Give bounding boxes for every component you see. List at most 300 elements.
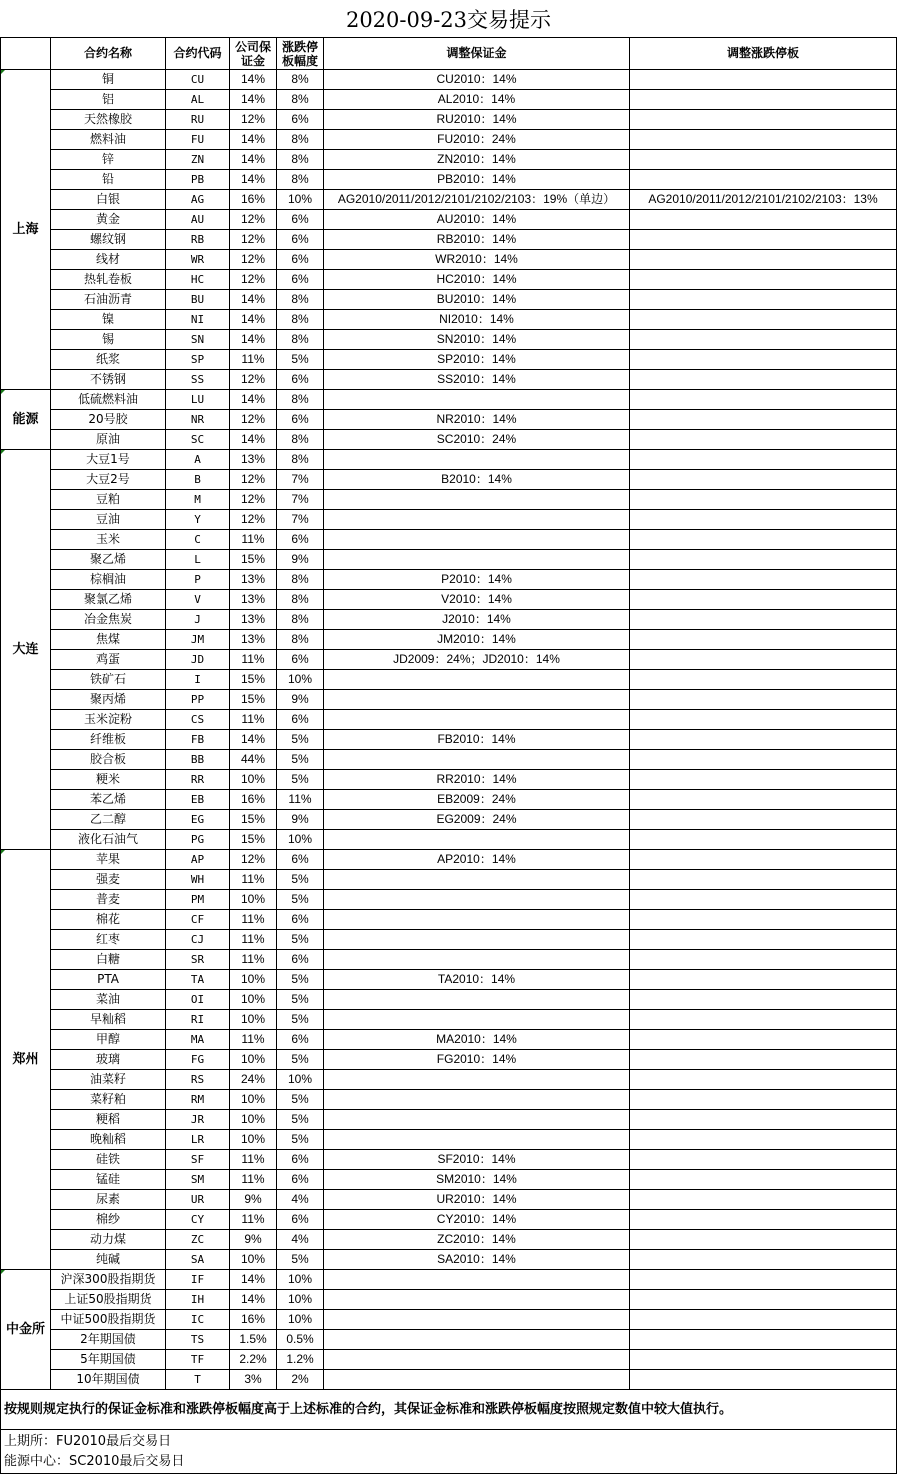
contract-code: CY bbox=[166, 1210, 230, 1230]
contract-name: 菜油 bbox=[51, 990, 166, 1010]
company-margin: 1.5% bbox=[230, 1330, 277, 1350]
adjusted-limit bbox=[630, 610, 897, 630]
contract-name: 中证500股指期货 bbox=[51, 1310, 166, 1330]
adjusted-limit bbox=[630, 810, 897, 830]
contract-name: 菜籽粕 bbox=[51, 1090, 166, 1110]
adjusted-margin: WR2010：14% bbox=[324, 250, 630, 270]
limit-range: 5% bbox=[277, 770, 324, 790]
contract-name: 甲醇 bbox=[51, 1030, 166, 1050]
contract-code: TA bbox=[166, 970, 230, 990]
adjusted-margin: SP2010：14% bbox=[324, 350, 630, 370]
adjusted-limit bbox=[630, 1350, 897, 1370]
contract-name: 鸡蛋 bbox=[51, 650, 166, 670]
limit-range: 0.5% bbox=[277, 1330, 324, 1350]
contract-code: ZN bbox=[166, 150, 230, 170]
contract-name: 棕榈油 bbox=[51, 570, 166, 590]
adjusted-margin: BU2010：14% bbox=[324, 290, 630, 310]
limit-range: 5% bbox=[277, 1250, 324, 1270]
adjusted-limit: AG2010/2011/2012/2101/2102/2103：13% bbox=[630, 190, 897, 210]
contract-code: UR bbox=[166, 1190, 230, 1210]
adjusted-margin: B2010：14% bbox=[324, 470, 630, 490]
limit-range: 8% bbox=[277, 570, 324, 590]
company-margin: 10% bbox=[230, 1250, 277, 1270]
contract-name: 苯乙烯 bbox=[51, 790, 166, 810]
header-adjusted-margin: 调整保证金 bbox=[324, 38, 630, 70]
table-row bbox=[1, 150, 897, 170]
adjusted-limit bbox=[630, 590, 897, 610]
limit-range: 5% bbox=[277, 1010, 324, 1030]
adjusted-margin bbox=[324, 1330, 630, 1350]
adjusted-limit bbox=[630, 1230, 897, 1250]
adjusted-limit bbox=[630, 1090, 897, 1110]
adjusted-margin bbox=[324, 1090, 630, 1110]
table-row bbox=[1, 590, 897, 610]
company-margin: 13% bbox=[230, 610, 277, 630]
table-row bbox=[1, 1170, 897, 1190]
contract-code: SM bbox=[166, 1170, 230, 1190]
table-row bbox=[1, 370, 897, 390]
adjusted-limit bbox=[630, 390, 897, 410]
table-row bbox=[1, 890, 897, 910]
contract-code: OI bbox=[166, 990, 230, 1010]
adjusted-limit bbox=[630, 570, 897, 590]
table-row bbox=[1, 170, 897, 190]
adjusted-limit bbox=[630, 850, 897, 870]
limit-range: 10% bbox=[277, 670, 324, 690]
contract-code: JR bbox=[166, 1110, 230, 1130]
header-contract-name: 合约名称 bbox=[51, 38, 166, 70]
table-row bbox=[1, 630, 897, 650]
contract-code: M bbox=[166, 490, 230, 510]
adjusted-limit bbox=[630, 470, 897, 490]
adjusted-margin bbox=[324, 510, 630, 530]
adjusted-margin: NR2010：14% bbox=[324, 410, 630, 430]
adjusted-margin bbox=[324, 670, 630, 690]
contract-code: RB bbox=[166, 230, 230, 250]
contract-name: 锰硅 bbox=[51, 1170, 166, 1190]
adjusted-limit bbox=[630, 210, 897, 230]
contract-code: WH bbox=[166, 870, 230, 890]
company-margin: 15% bbox=[230, 550, 277, 570]
limit-range: 9% bbox=[277, 810, 324, 830]
adjusted-margin: SM2010：14% bbox=[324, 1170, 630, 1190]
contract-code: AU bbox=[166, 210, 230, 230]
adjusted-margin bbox=[324, 1290, 630, 1310]
adjusted-limit bbox=[630, 1330, 897, 1350]
limit-range: 6% bbox=[277, 950, 324, 970]
adjusted-margin bbox=[324, 710, 630, 730]
contract-code: J bbox=[166, 610, 230, 630]
adjusted-limit bbox=[630, 1190, 897, 1210]
note-row bbox=[1, 1390, 897, 1430]
contract-code: NR bbox=[166, 410, 230, 430]
adjusted-limit bbox=[630, 110, 897, 130]
company-margin: 10% bbox=[230, 990, 277, 1010]
contract-name: 聚乙烯 bbox=[51, 550, 166, 570]
limit-range: 7% bbox=[277, 510, 324, 530]
limit-range: 5% bbox=[277, 750, 324, 770]
contract-name: 10年期国债 bbox=[51, 1370, 166, 1390]
company-margin: 12% bbox=[230, 410, 277, 430]
contract-name: 聚氯乙烯 bbox=[51, 590, 166, 610]
table-row bbox=[1, 510, 897, 530]
contract-name: 大豆1号 bbox=[51, 450, 166, 470]
contract-name: 5年期国债 bbox=[51, 1350, 166, 1370]
table-row bbox=[1, 1070, 897, 1090]
contract-code: AL bbox=[166, 90, 230, 110]
table-row bbox=[1, 870, 897, 890]
adjusted-limit bbox=[630, 970, 897, 990]
contract-code: IH bbox=[166, 1290, 230, 1310]
table-row bbox=[1, 790, 897, 810]
adjusted-limit bbox=[630, 310, 897, 330]
table-row bbox=[1, 230, 897, 250]
adjusted-limit bbox=[630, 830, 897, 850]
adjusted-limit bbox=[630, 1250, 897, 1270]
company-margin: 14% bbox=[230, 130, 277, 150]
company-margin: 14% bbox=[230, 290, 277, 310]
limit-range: 6% bbox=[277, 530, 324, 550]
company-margin: 15% bbox=[230, 670, 277, 690]
adjusted-limit bbox=[630, 1010, 897, 1030]
contract-name: 铁矿石 bbox=[51, 670, 166, 690]
adjusted-margin bbox=[324, 1070, 630, 1090]
limit-range: 10% bbox=[277, 1270, 324, 1290]
company-margin: 14% bbox=[230, 1270, 277, 1290]
contract-code: SR bbox=[166, 950, 230, 970]
adjusted-limit bbox=[630, 1370, 897, 1390]
header-adjusted-limit: 调整涨跌停板 bbox=[630, 38, 897, 70]
contract-name: 苹果 bbox=[51, 850, 166, 870]
adjusted-limit bbox=[630, 1170, 897, 1190]
adjusted-limit bbox=[630, 330, 897, 350]
company-margin: 11% bbox=[230, 950, 277, 970]
exchange-cell: 上海 bbox=[1, 70, 51, 390]
limit-range: 8% bbox=[277, 430, 324, 450]
adjusted-margin: HC2010：14% bbox=[324, 270, 630, 290]
table-row bbox=[1, 1230, 897, 1250]
limit-range: 5% bbox=[277, 1090, 324, 1110]
contract-code: SS bbox=[166, 370, 230, 390]
table-row bbox=[1, 1290, 897, 1310]
limit-range: 8% bbox=[277, 630, 324, 650]
exchange-cell: 郑州 bbox=[1, 850, 51, 1270]
contract-name: 油菜籽 bbox=[51, 1070, 166, 1090]
adjusted-limit bbox=[630, 750, 897, 770]
company-margin: 11% bbox=[230, 710, 277, 730]
adjusted-limit bbox=[630, 670, 897, 690]
table-row bbox=[1, 1050, 897, 1070]
contract-code: AG bbox=[166, 190, 230, 210]
company-margin: 3% bbox=[230, 1370, 277, 1390]
footer-row bbox=[1, 1430, 897, 1474]
table-row bbox=[1, 490, 897, 510]
contract-code: IC bbox=[166, 1310, 230, 1330]
table-row bbox=[1, 1130, 897, 1150]
contract-code: EB bbox=[166, 790, 230, 810]
adjusted-limit bbox=[630, 1210, 897, 1230]
adjusted-limit bbox=[630, 650, 897, 670]
company-margin: 15% bbox=[230, 830, 277, 850]
header-limit-range: 涨跌停板幅度 bbox=[277, 38, 324, 70]
header-company-margin: 公司保证金 bbox=[230, 38, 277, 70]
table-row bbox=[1, 810, 897, 830]
adjusted-limit bbox=[630, 530, 897, 550]
adjusted-margin bbox=[324, 1350, 630, 1370]
contract-code: TS bbox=[166, 1330, 230, 1350]
contract-name: 铝 bbox=[51, 90, 166, 110]
adjusted-limit bbox=[630, 410, 897, 430]
contract-code: CF bbox=[166, 910, 230, 930]
company-margin: 12% bbox=[230, 230, 277, 250]
adjusted-margin bbox=[324, 890, 630, 910]
limit-range: 5% bbox=[277, 730, 324, 750]
table-row bbox=[1, 1310, 897, 1330]
contract-name: 沪深300股指期货 bbox=[51, 1270, 166, 1290]
adjusted-margin: NI2010：14% bbox=[324, 310, 630, 330]
adjusted-margin bbox=[324, 690, 630, 710]
contract-code: P bbox=[166, 570, 230, 590]
contract-name: 聚丙烯 bbox=[51, 690, 166, 710]
adjusted-margin: JM2010：14% bbox=[324, 630, 630, 650]
company-margin: 10% bbox=[230, 770, 277, 790]
company-margin: 12% bbox=[230, 110, 277, 130]
company-margin: 11% bbox=[230, 1170, 277, 1190]
contract-code: I bbox=[166, 670, 230, 690]
adjusted-margin bbox=[324, 490, 630, 510]
contract-name: 棉纱 bbox=[51, 1210, 166, 1230]
limit-range: 6% bbox=[277, 1170, 324, 1190]
company-margin: 10% bbox=[230, 1090, 277, 1110]
limit-range: 1.2% bbox=[277, 1350, 324, 1370]
company-margin: 11% bbox=[230, 930, 277, 950]
adjusted-limit bbox=[630, 130, 897, 150]
table-row bbox=[1, 1110, 897, 1130]
adjusted-limit bbox=[630, 1310, 897, 1330]
header-exchange bbox=[1, 38, 51, 70]
contract-code: PG bbox=[166, 830, 230, 850]
adjusted-limit bbox=[630, 990, 897, 1010]
adjusted-limit bbox=[630, 890, 897, 910]
adjusted-margin: P2010：14% bbox=[324, 570, 630, 590]
contract-name: 棉花 bbox=[51, 910, 166, 930]
adjusted-limit bbox=[630, 950, 897, 970]
company-margin: 12% bbox=[230, 210, 277, 230]
contract-name: 红枣 bbox=[51, 930, 166, 950]
contract-name: 尿素 bbox=[51, 1190, 166, 1210]
adjusted-margin: ZC2010：14% bbox=[324, 1230, 630, 1250]
contract-code: L bbox=[166, 550, 230, 570]
adjusted-margin: RB2010：14% bbox=[324, 230, 630, 250]
table-row bbox=[1, 210, 897, 230]
table-row bbox=[1, 830, 897, 850]
contract-code: FG bbox=[166, 1050, 230, 1070]
table-row bbox=[1, 730, 897, 750]
table-row bbox=[1, 670, 897, 690]
adjusted-limit bbox=[630, 630, 897, 650]
adjusted-limit bbox=[630, 150, 897, 170]
contract-code: CJ bbox=[166, 930, 230, 950]
contract-name: 大豆2号 bbox=[51, 470, 166, 490]
table-row bbox=[1, 1350, 897, 1370]
table-row bbox=[1, 950, 897, 970]
company-margin: 9% bbox=[230, 1230, 277, 1250]
limit-range: 5% bbox=[277, 350, 324, 370]
adjusted-margin bbox=[324, 1310, 630, 1330]
table-row bbox=[1, 1010, 897, 1030]
adjusted-limit bbox=[630, 1130, 897, 1150]
contract-code: MA bbox=[166, 1030, 230, 1050]
adjusted-margin bbox=[324, 550, 630, 570]
contract-name: 强麦 bbox=[51, 870, 166, 890]
contract-code: EG bbox=[166, 810, 230, 830]
comment-marker-icon bbox=[1, 70, 5, 74]
contract-name: 动力煤 bbox=[51, 1230, 166, 1250]
adjusted-limit bbox=[630, 770, 897, 790]
contract-name: PTA bbox=[51, 970, 166, 990]
contract-name: 20号胶 bbox=[51, 410, 166, 430]
limit-range: 4% bbox=[277, 1230, 324, 1250]
table-row bbox=[1, 90, 897, 110]
table-row bbox=[1, 930, 897, 950]
rule-note: 按规则规定执行的保证金标准和涨跌停板幅度高于上述标准的合约，其保证金标准和涨跌停板幅度按照规定数值中较大值执行。 bbox=[1, 1390, 897, 1430]
adjusted-limit bbox=[630, 710, 897, 730]
adjusted-margin bbox=[324, 1370, 630, 1390]
contract-name: 玉米淀粉 bbox=[51, 710, 166, 730]
adjusted-limit bbox=[630, 1030, 897, 1050]
table-row bbox=[1, 990, 897, 1010]
adjusted-limit bbox=[630, 790, 897, 810]
limit-range: 6% bbox=[277, 230, 324, 250]
adjusted-margin bbox=[324, 930, 630, 950]
limit-range: 6% bbox=[277, 410, 324, 430]
limit-range: 6% bbox=[277, 270, 324, 290]
contract-code: C bbox=[166, 530, 230, 550]
adjusted-margin: CY2010：14% bbox=[324, 1210, 630, 1230]
table-row bbox=[1, 250, 897, 270]
comment-marker-icon bbox=[1, 450, 5, 454]
company-margin: 14% bbox=[230, 150, 277, 170]
footer-notes bbox=[1, 1430, 897, 1474]
company-margin: 13% bbox=[230, 630, 277, 650]
adjusted-margin bbox=[324, 750, 630, 770]
limit-range: 6% bbox=[277, 110, 324, 130]
contract-code: A bbox=[166, 450, 230, 470]
limit-range: 6% bbox=[277, 1210, 324, 1230]
adjusted-margin bbox=[324, 390, 630, 410]
table-row bbox=[1, 770, 897, 790]
limit-range: 8% bbox=[277, 70, 324, 90]
page-title: 2020-09-23交易提示 bbox=[345, 8, 552, 32]
contract-name: 粳米 bbox=[51, 770, 166, 790]
table-row bbox=[1, 350, 897, 370]
limit-range: 10% bbox=[277, 1310, 324, 1330]
contract-name: 锡 bbox=[51, 330, 166, 350]
table-row bbox=[1, 430, 897, 450]
company-margin: 13% bbox=[230, 450, 277, 470]
limit-range: 6% bbox=[277, 910, 324, 930]
contract-name: 不锈钢 bbox=[51, 370, 166, 390]
limit-range: 9% bbox=[277, 690, 324, 710]
table-row bbox=[1, 110, 897, 130]
limit-range: 8% bbox=[277, 610, 324, 630]
contract-name: 硅铁 bbox=[51, 1150, 166, 1170]
company-margin: 44% bbox=[230, 750, 277, 770]
adjusted-limit bbox=[630, 730, 897, 750]
contract-name: 豆油 bbox=[51, 510, 166, 530]
contract-code: SP bbox=[166, 350, 230, 370]
contract-code: BB bbox=[166, 750, 230, 770]
contract-name: 玻璃 bbox=[51, 1050, 166, 1070]
table-row bbox=[1, 190, 897, 210]
contract-code: V bbox=[166, 590, 230, 610]
company-margin: 16% bbox=[230, 790, 277, 810]
contract-code: NI bbox=[166, 310, 230, 330]
company-margin: 12% bbox=[230, 510, 277, 530]
limit-range: 2% bbox=[277, 1370, 324, 1390]
contract-code: PP bbox=[166, 690, 230, 710]
adjusted-limit bbox=[630, 430, 897, 450]
table-row bbox=[1, 70, 897, 90]
contract-code: CU bbox=[166, 70, 230, 90]
company-margin: 2.2% bbox=[230, 1350, 277, 1370]
contract-name: 铅 bbox=[51, 170, 166, 190]
contract-code: ZC bbox=[166, 1230, 230, 1250]
adjusted-limit bbox=[630, 490, 897, 510]
contract-code: RS bbox=[166, 1070, 230, 1090]
table-row bbox=[1, 1030, 897, 1050]
adjusted-limit bbox=[630, 350, 897, 370]
adjusted-margin: AP2010：14% bbox=[324, 850, 630, 870]
contract-code: RM bbox=[166, 1090, 230, 1110]
contract-name: 热轧卷板 bbox=[51, 270, 166, 290]
contract-name: 铜 bbox=[51, 70, 166, 90]
company-margin: 16% bbox=[230, 190, 277, 210]
company-margin: 11% bbox=[230, 1150, 277, 1170]
limit-range: 8% bbox=[277, 590, 324, 610]
table-row bbox=[1, 710, 897, 730]
contract-code: SC bbox=[166, 430, 230, 450]
exchange-cell: 大连 bbox=[1, 450, 51, 850]
contract-code: PB bbox=[166, 170, 230, 190]
comment-marker-icon bbox=[1, 1270, 5, 1274]
contract-code: SF bbox=[166, 1150, 230, 1170]
limit-range: 5% bbox=[277, 990, 324, 1010]
company-margin: 11% bbox=[230, 350, 277, 370]
comment-marker-icon bbox=[1, 850, 5, 854]
table-row bbox=[1, 1150, 897, 1170]
adjusted-margin bbox=[324, 950, 630, 970]
adjusted-margin: J2010：14% bbox=[324, 610, 630, 630]
table-row bbox=[1, 1330, 897, 1350]
limit-range: 4% bbox=[277, 1190, 324, 1210]
table-row bbox=[1, 850, 897, 870]
table-row bbox=[1, 570, 897, 590]
contract-name: 早籼稻 bbox=[51, 1010, 166, 1030]
trading-tips-table bbox=[0, 37, 897, 1474]
company-margin: 10% bbox=[230, 1110, 277, 1130]
adjusted-limit bbox=[630, 170, 897, 190]
adjusted-margin: SF2010：14% bbox=[324, 1150, 630, 1170]
adjusted-margin: EG2009：24% bbox=[324, 810, 630, 830]
limit-range: 6% bbox=[277, 650, 324, 670]
adjusted-limit bbox=[630, 1290, 897, 1310]
company-margin: 10% bbox=[230, 970, 277, 990]
contract-name: 燃料油 bbox=[51, 130, 166, 150]
contract-code: CS bbox=[166, 710, 230, 730]
limit-range: 5% bbox=[277, 870, 324, 890]
company-margin: 14% bbox=[230, 170, 277, 190]
